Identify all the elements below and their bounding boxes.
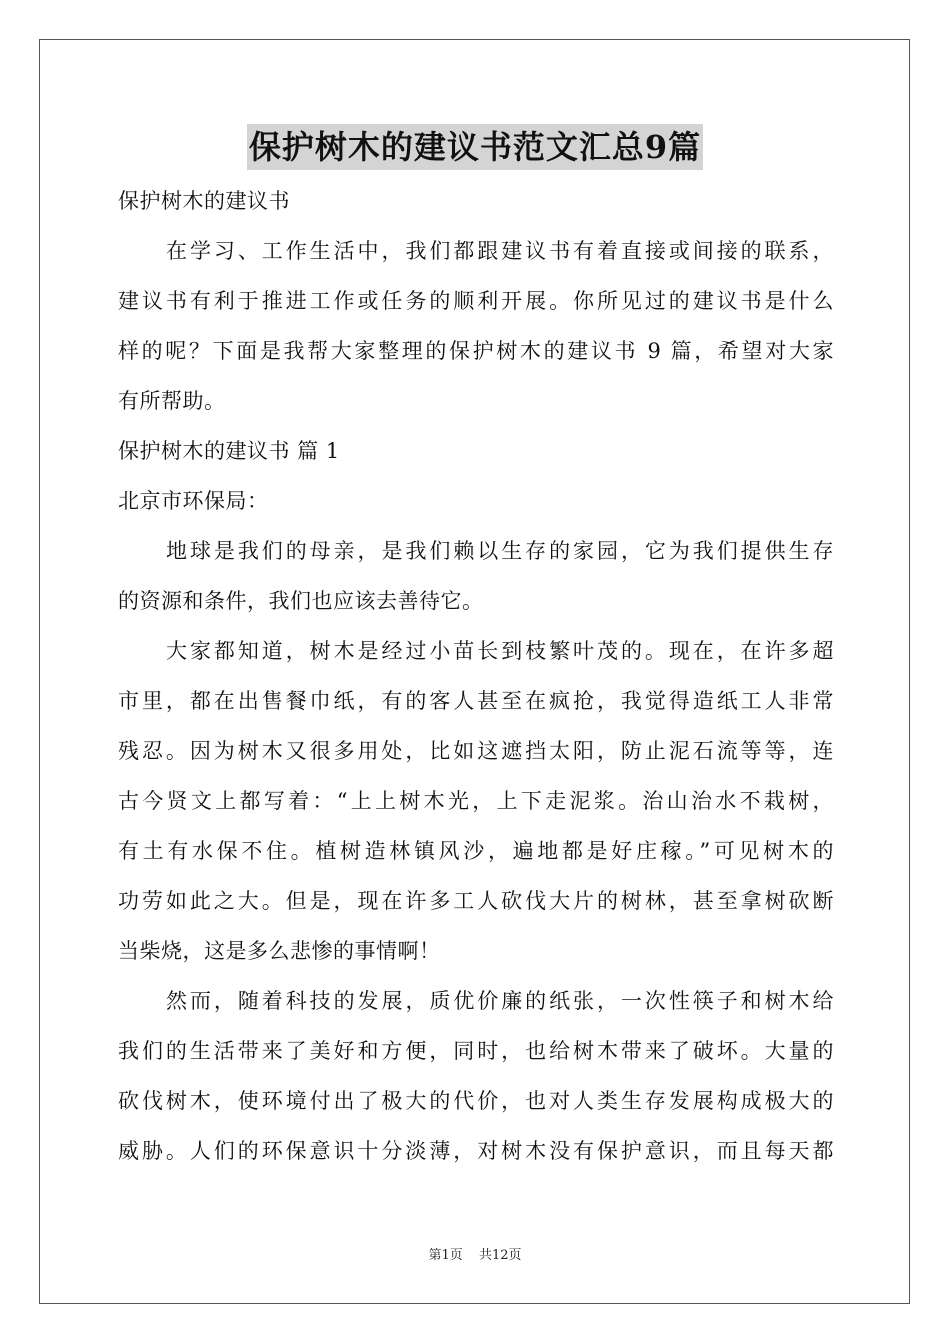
text-line: 市里，都在出售餐巾纸，有的客人甚至在疯抢，我觉得造纸工人非常: [118, 689, 834, 713]
text-line: 砍伐树木，使环境付出了极大的代价，也对人类生存发展构成极大的: [118, 1089, 834, 1113]
text-line: 保护树木的建议书: [118, 189, 290, 213]
text-line: 有所帮助。: [118, 389, 226, 413]
page-footer: [0, 1246, 950, 1266]
text-line: 然而，随着科技的发展，质优价廉的纸张，一次性筷子和树木给: [166, 989, 834, 1013]
document-title: 保护树木的建议书范文汇总9篇: [247, 124, 703, 170]
text-line: 古今贤文上都写着：“上上树木光，上下走泥浆。治山治水不栽树，: [118, 789, 834, 813]
text-line: 威胁。人们的环保意识十分淡薄，对树木没有保护意识，而且每天都: [118, 1139, 834, 1163]
text-line: 我们的生活带来了美好和方便，同时，也给树木带来了破坏。大量的: [118, 1039, 834, 1063]
title-container: [0, 124, 950, 170]
text-line: 当柴烧，这是多么悲惨的事情啊！: [118, 939, 441, 963]
text-line: 保护树木的建议书 篇 1: [118, 439, 340, 463]
text-line: 地球是我们的母亲，是我们赖以生存的家园，它为我们提供生存: [166, 539, 834, 563]
text-line: 样的呢？下面是我帮大家整理的保护树木的建议书 9 篇，希望对大家: [118, 339, 834, 363]
text-line: 在学习、工作生活中，我们都跟建议书有着直接或间接的联系，: [166, 239, 834, 263]
text-line: 功劳如此之大。但是，现在许多工人砍伐大片的树林，甚至拿树砍断: [118, 889, 834, 913]
document-body: [118, 176, 834, 1176]
text-line: 的资源和条件，我们也应该去善待它。: [118, 589, 484, 613]
text-line: 残忍。因为树木又很多用处，比如这遮挡太阳，防止泥石流等等，连: [118, 739, 834, 763]
page-number: 第1页: [428, 1248, 463, 1263]
text-line: 北京市环保局：: [118, 489, 269, 513]
text-line: 有土有水保不住。植树造林镇风沙，遍地都是好庄稼。”可见树木的: [118, 839, 834, 863]
text-line: 建议书有利于推进工作或任务的顺利开展。你所见过的建议书是什么: [118, 289, 834, 313]
text-line: 大家都知道，树木是经过小苗长到枝繁叶茂的。现在，在许多超: [166, 639, 834, 663]
page-total: 共12页: [478, 1248, 522, 1263]
